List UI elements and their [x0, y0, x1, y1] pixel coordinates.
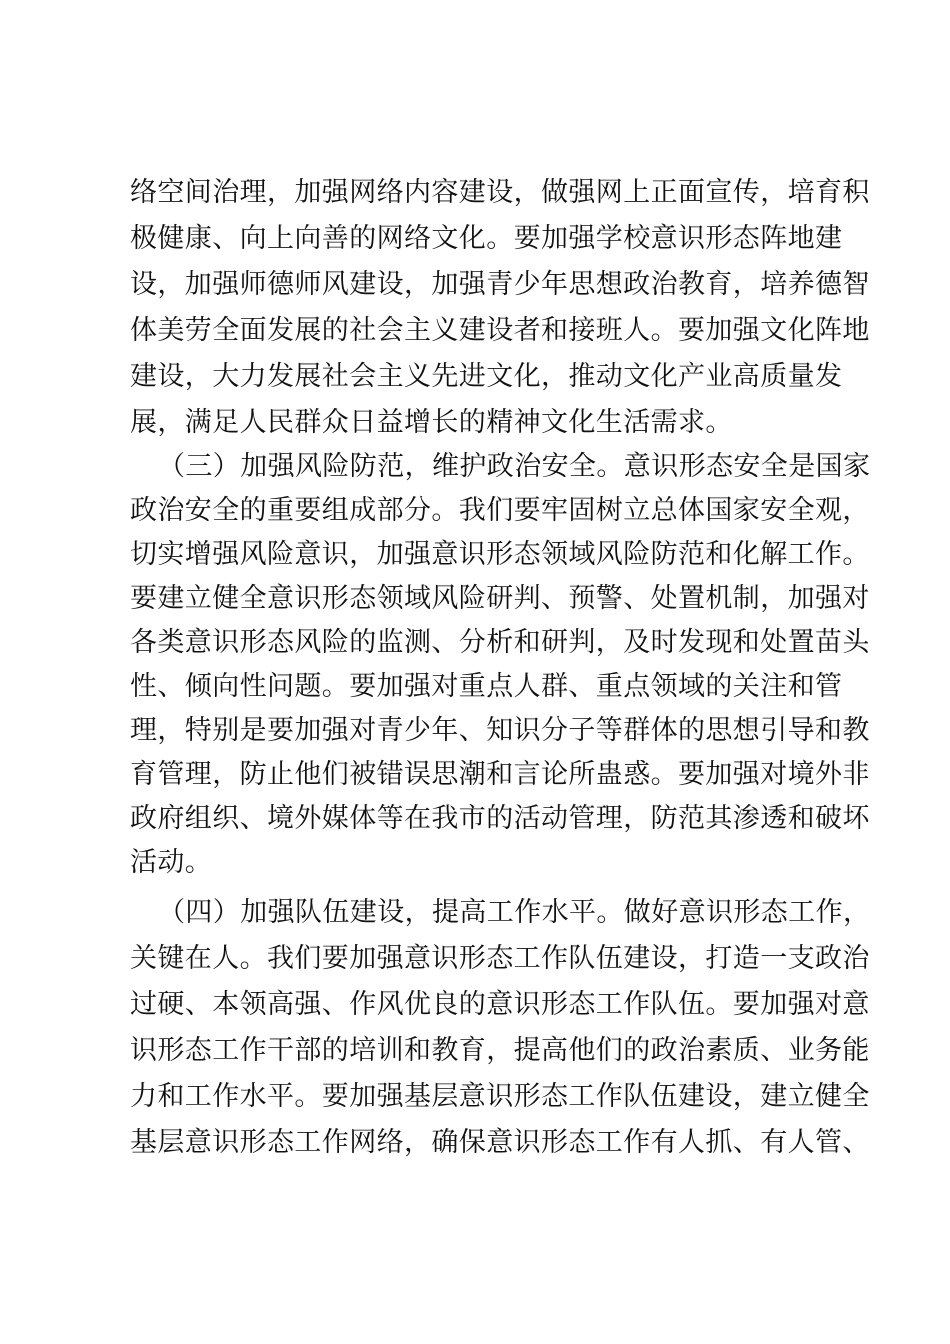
text-line: 切实增强风险意识，加强意识形态领域风险防范和化解工作。	[130, 539, 870, 570]
text-line: 络空间治理，加强网络内容建设，做强网上正面宣传，培育积	[130, 177, 870, 208]
text-line: 极健康、向上向善的网络文化。要加强学校意识形态阵地建	[130, 223, 843, 254]
section-heading-3: （三）加强风险防范，维护政治安全。意识形态安全是国家	[158, 451, 871, 482]
text-line: 活动。	[130, 847, 213, 878]
text-line: 要建立健全意识形态领域风险研判、预警、处置机制，加强对	[130, 583, 870, 614]
text-line: 过硬、本领高强、作风优良的意识形态工作队伍。要加强对意	[130, 989, 870, 1020]
text-line: 各类意识形态风险的监测、分析和研判，及时发现和处置苗头	[130, 627, 870, 658]
text-line: 基层意识形态工作网络，确保意识形态工作有人抓、有人管、	[130, 1127, 870, 1158]
text-line: 关键在人。我们要加强意识形态工作队伍建设，打造一支政治	[130, 943, 870, 974]
text-line: 设，加强师德师风建设，加强青少年思想政治教育，培养德智	[130, 269, 870, 300]
text-line: 建设，大力发展社会主义先进文化，推动文化产业高质量发	[130, 361, 843, 392]
text-line: 理，特别是要加强对青少年、知识分子等群体的思想引导和教	[130, 715, 870, 746]
text-line: 展，满足人民群众日益增长的精神文化生活需求。	[130, 407, 733, 438]
text-line: 识形态工作干部的培训和教育，提高他们的政治素质、业务能	[130, 1035, 870, 1066]
text-line: 体美劳全面发展的社会主义建设者和接班人。要加强文化阵地	[130, 315, 870, 346]
text-line: 政治安全的重要组成部分。我们要牢固树立总体国家安全观，	[130, 495, 870, 526]
text-line: 性、倾向性问题。要加强对重点人群、重点领域的关注和管	[130, 671, 843, 702]
section-heading-4: （四）加强队伍建设，提高工作水平。做好意识形态工作，	[158, 897, 871, 928]
text-line: 力和工作水平。要加强基层意识形态工作队伍建设，建立健全	[130, 1081, 870, 1112]
text-line: 育管理，防止他们被错误思潮和言论所蛊惑。要加强对境外非	[130, 759, 870, 790]
text-line: 政府组织、境外媒体等在我市的活动管理，防范其渗透和破坏	[130, 803, 870, 834]
